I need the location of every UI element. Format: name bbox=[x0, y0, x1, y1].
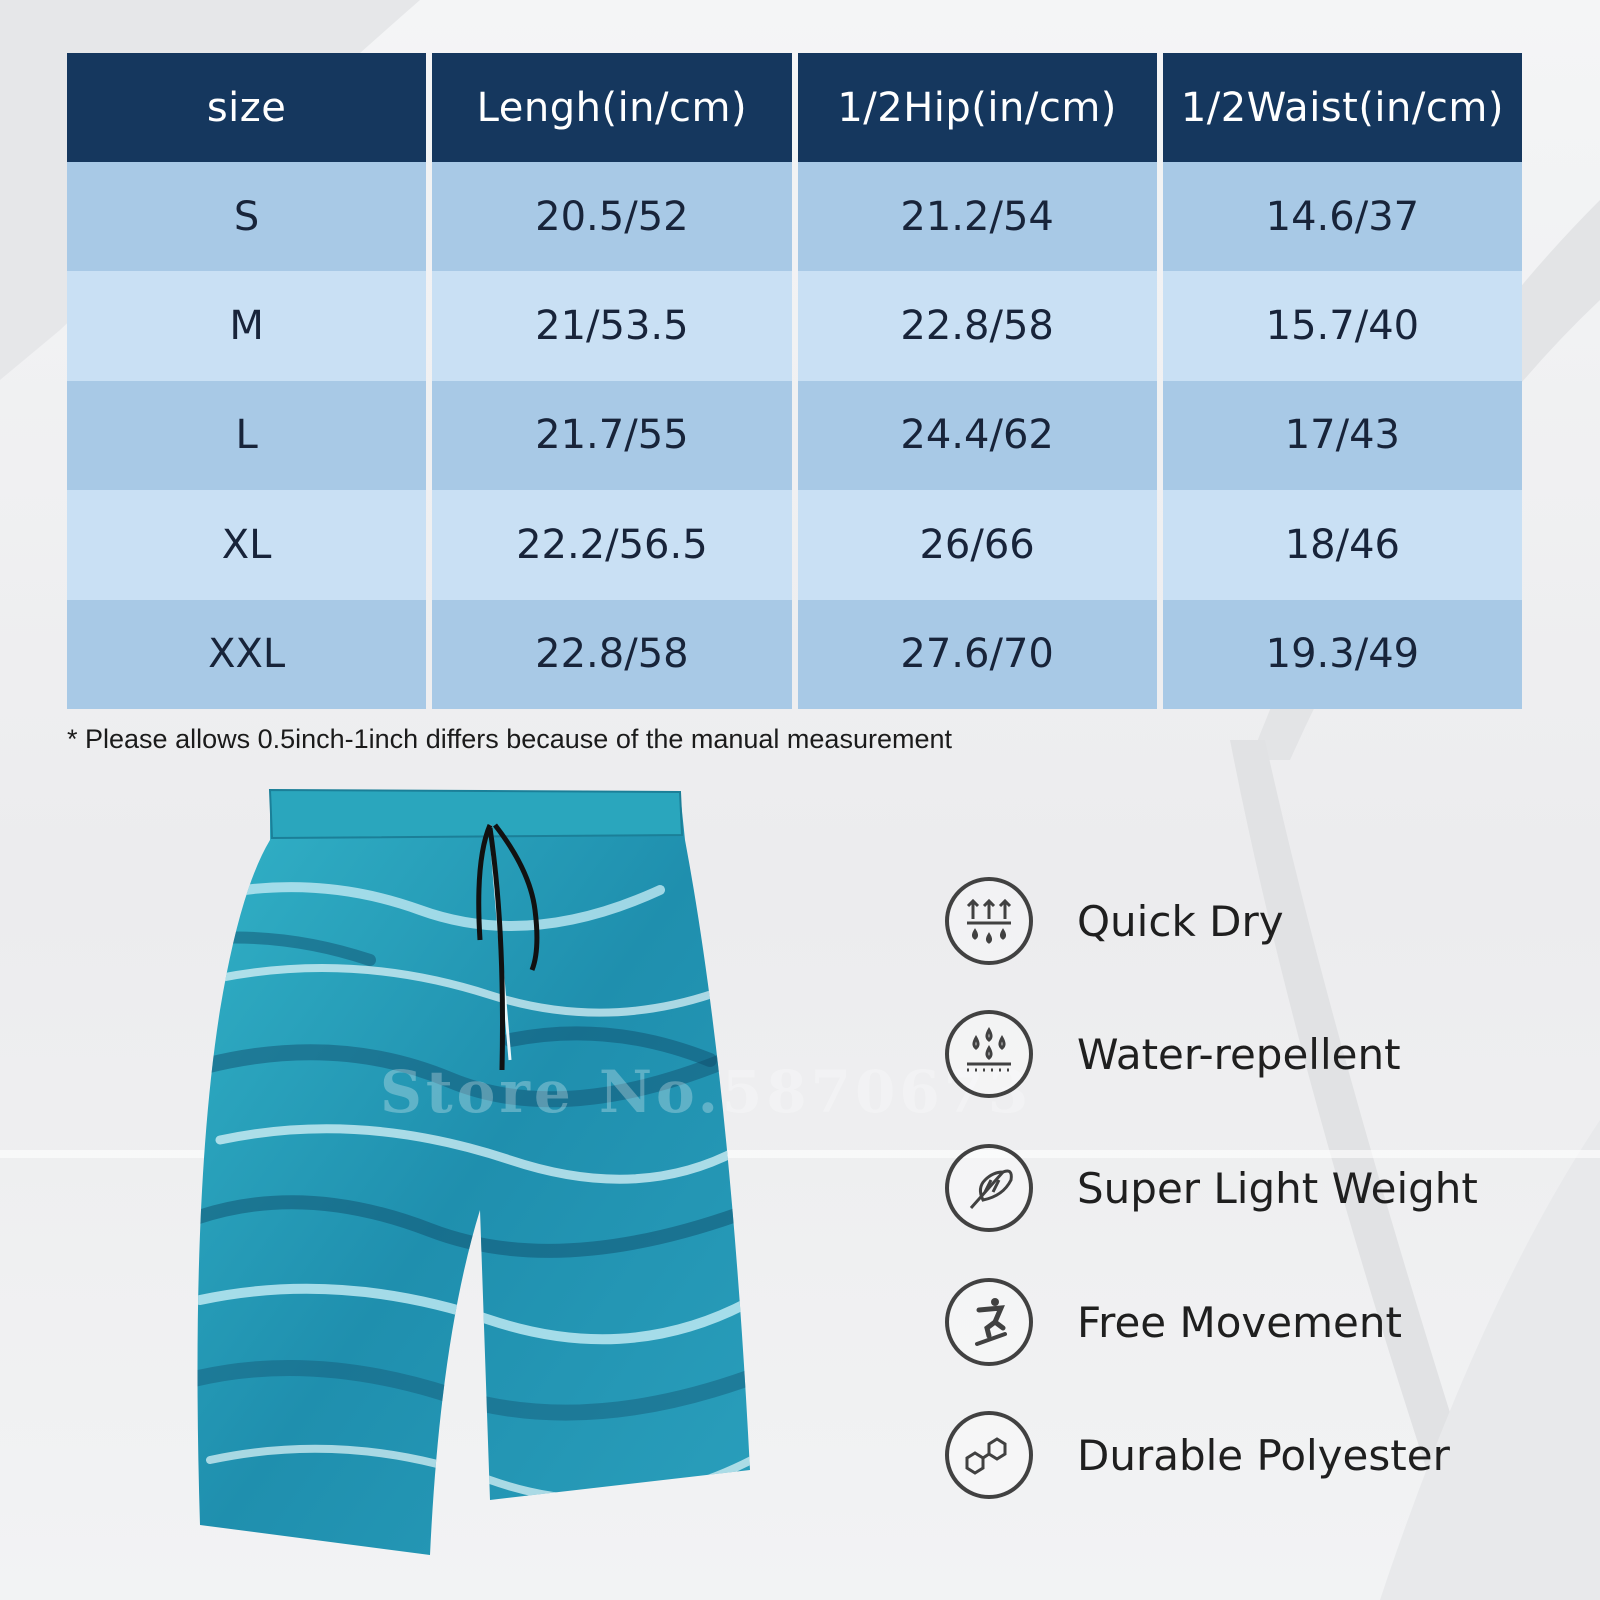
cell-half-waist: 19.3/49 bbox=[1163, 600, 1522, 709]
table-row bbox=[67, 600, 1522, 709]
table-header-row bbox=[67, 53, 1522, 162]
table-row bbox=[67, 271, 1522, 380]
size-chart-table bbox=[61, 53, 1528, 709]
cell-length: 22.2/56.5 bbox=[432, 490, 791, 599]
cell-half-waist: 18/46 bbox=[1163, 490, 1522, 599]
cell-half-hip: 27.6/70 bbox=[798, 600, 1157, 709]
cell-length: 22.8/58 bbox=[432, 600, 791, 709]
swim-shorts-image bbox=[190, 780, 770, 1580]
water-repellent-icon bbox=[945, 1010, 1033, 1098]
cell-size: L bbox=[67, 381, 426, 490]
header-half-hip: 1/2Hip(in/cm) bbox=[798, 53, 1157, 162]
feature-item-free-movement bbox=[945, 1274, 1402, 1370]
cell-length: 21/53.5 bbox=[432, 271, 791, 380]
table-row bbox=[67, 490, 1522, 599]
header-size: size bbox=[67, 53, 426, 162]
table-row bbox=[67, 162, 1522, 271]
cell-half-hip: 21.2/54 bbox=[798, 162, 1157, 271]
cell-half-waist: 14.6/37 bbox=[1163, 162, 1522, 271]
cell-size: M bbox=[67, 271, 426, 380]
header-half-waist: 1/2Waist(in/cm) bbox=[1163, 53, 1522, 162]
cell-half-waist: 15.7/40 bbox=[1163, 271, 1522, 380]
quick-dry-icon bbox=[945, 877, 1033, 965]
cell-length: 20.5/52 bbox=[432, 162, 791, 271]
feature-label: Super Light Weight bbox=[1077, 1163, 1478, 1213]
cell-length: 21.7/55 bbox=[432, 381, 791, 490]
header-length: Lengh(in/cm) bbox=[432, 53, 791, 162]
cell-half-hip: 26/66 bbox=[798, 490, 1157, 599]
feature-label: Free Movement bbox=[1077, 1297, 1402, 1347]
feature-item-water-repellent bbox=[945, 1006, 1401, 1102]
feature-item-quick-dry bbox=[945, 873, 1284, 969]
cell-size: XXL bbox=[67, 600, 426, 709]
feature-label: Durable Polyester bbox=[1077, 1430, 1450, 1480]
polyester-icon bbox=[945, 1411, 1033, 1499]
cell-half-waist: 17/43 bbox=[1163, 381, 1522, 490]
store-watermark: Store No.5870673 bbox=[380, 1058, 1033, 1126]
cell-half-hip: 22.8/58 bbox=[798, 271, 1157, 380]
skateboarder-icon bbox=[945, 1278, 1033, 1366]
table-row bbox=[67, 381, 1522, 490]
measurement-note: * Please allows 0.5inch-1inch differs because of the manual measurement bbox=[67, 724, 953, 754]
feature-label: Water-repellent bbox=[1077, 1029, 1401, 1079]
cell-size: S bbox=[67, 162, 426, 271]
feather-icon bbox=[945, 1144, 1033, 1232]
cell-half-hip: 24.4/62 bbox=[798, 381, 1157, 490]
feature-label: Quick Dry bbox=[1077, 896, 1284, 946]
feature-item-durable-polyester bbox=[945, 1407, 1450, 1503]
cell-size: XL bbox=[67, 490, 426, 599]
feature-item-super-light-weight bbox=[945, 1140, 1478, 1236]
